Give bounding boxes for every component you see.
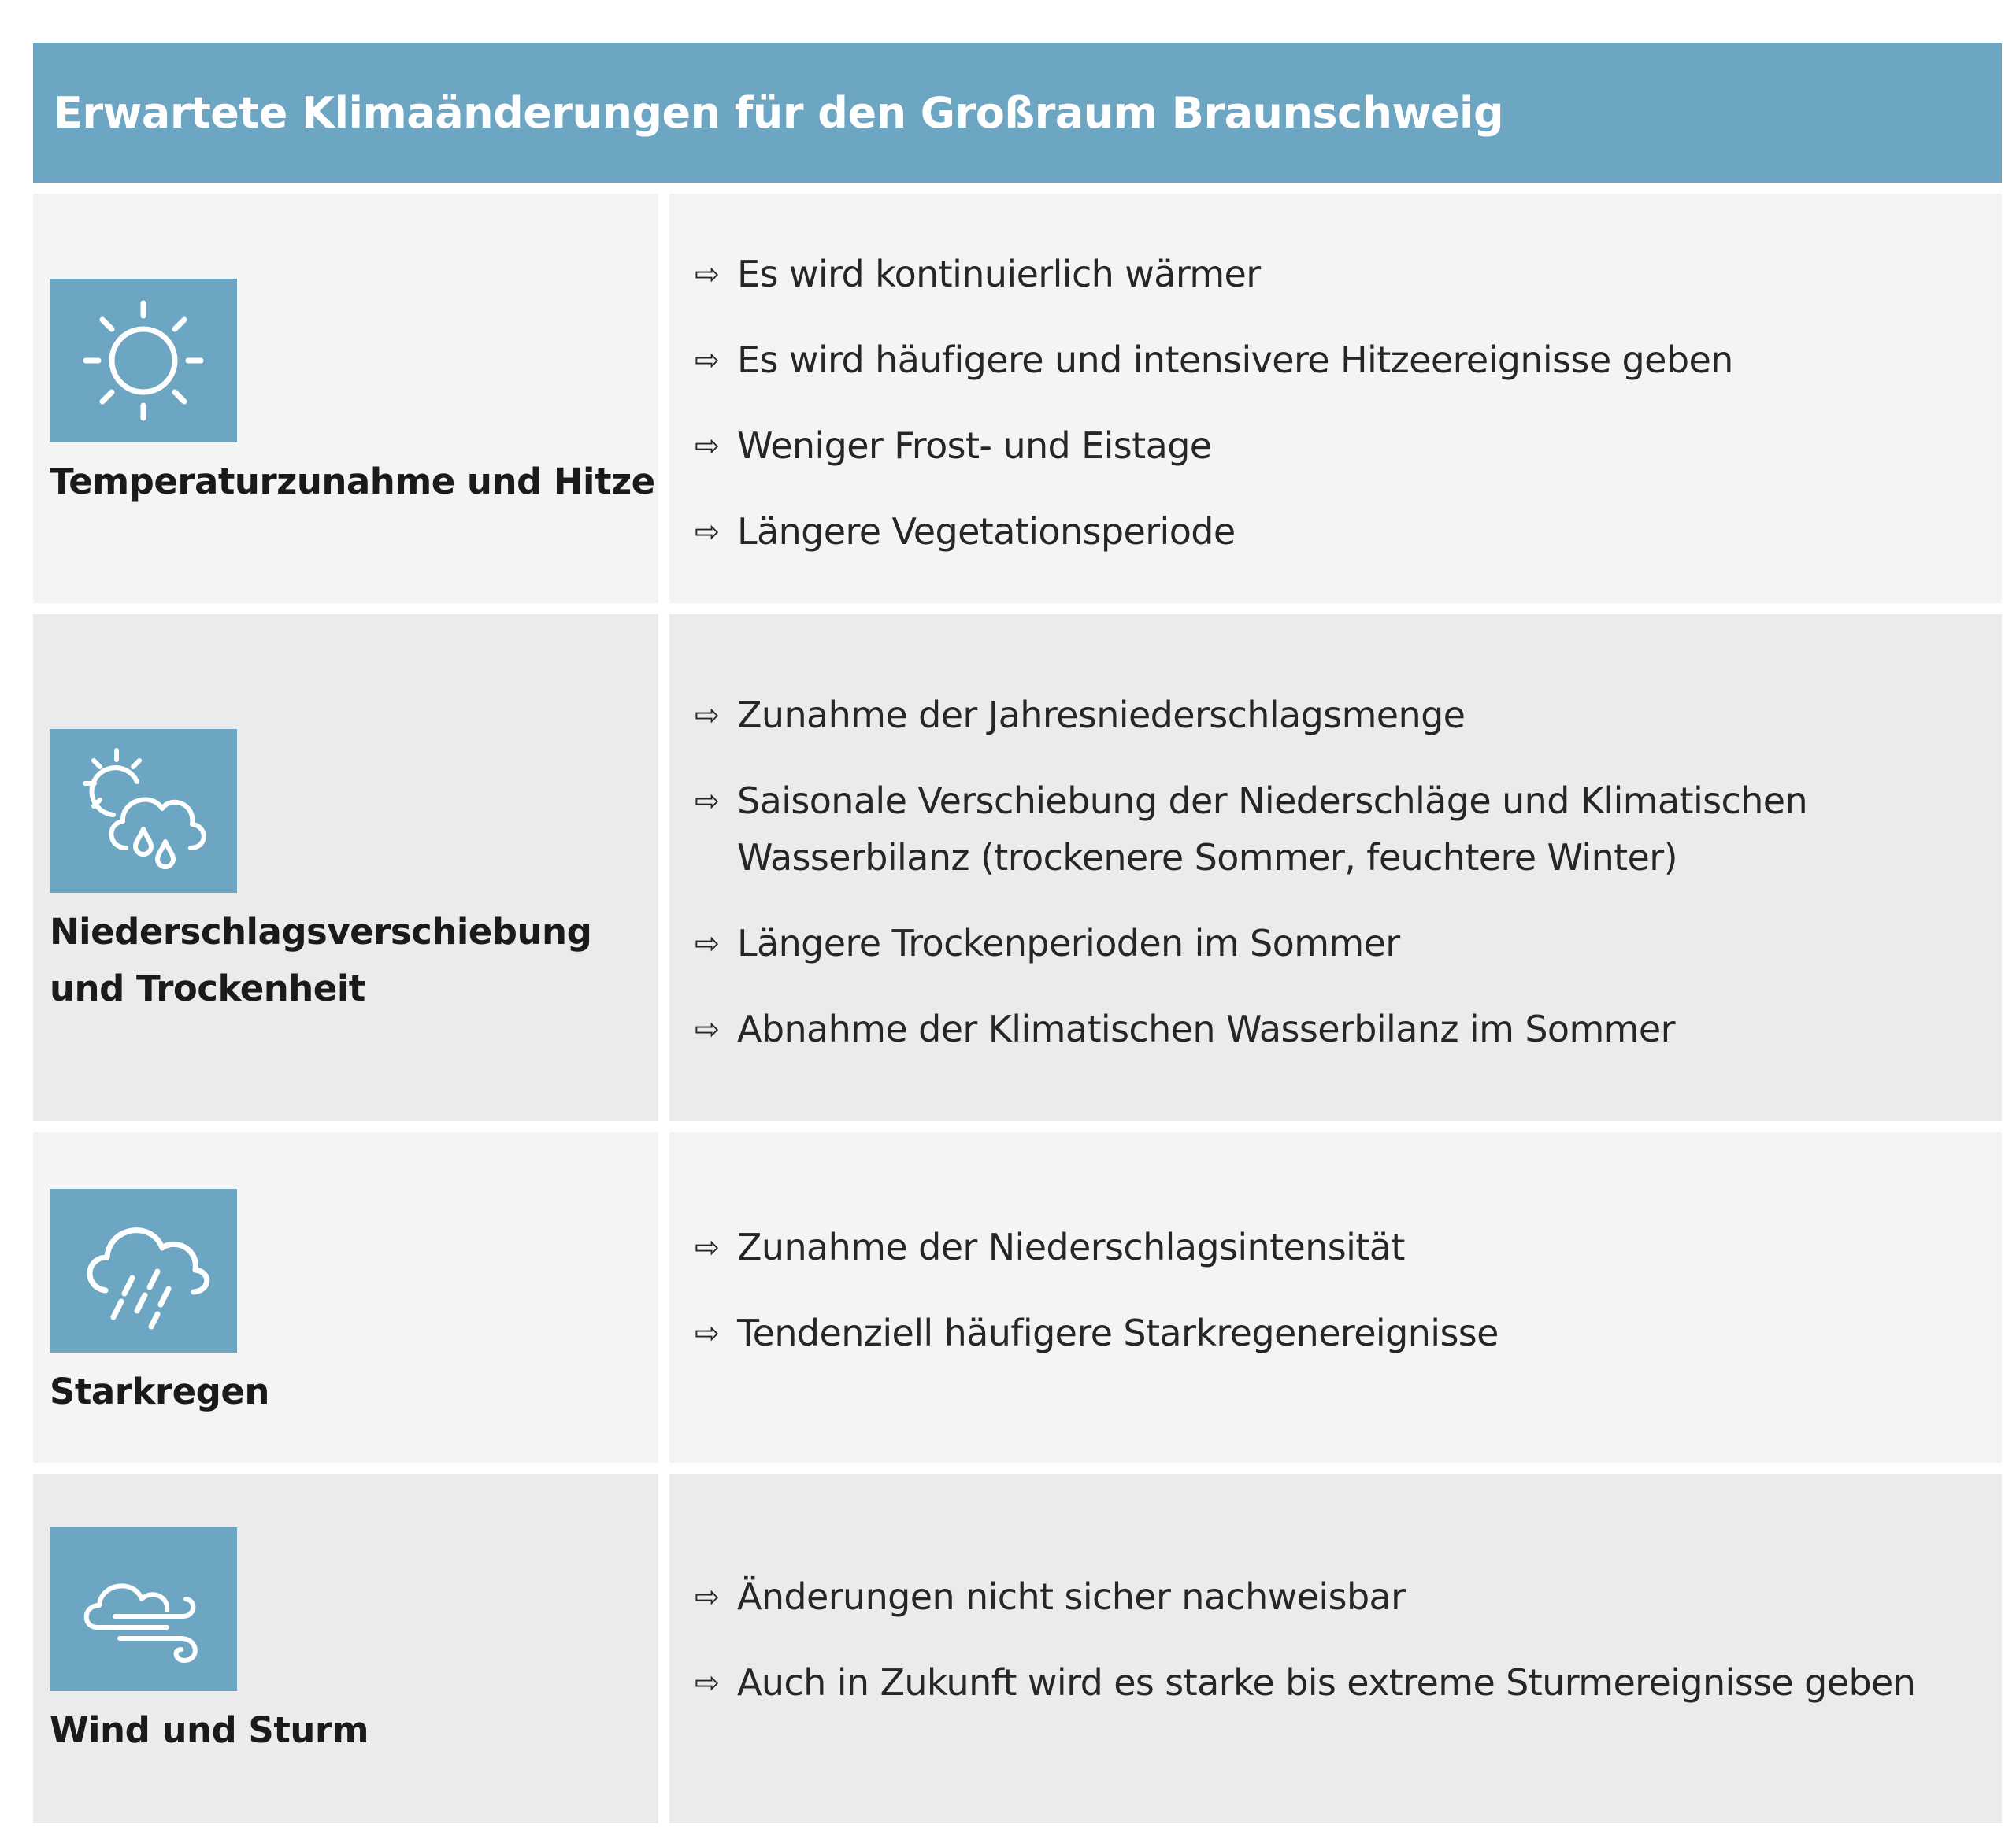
arrow-right-icon: ⇨: [695, 926, 720, 961]
arrow-right-icon: ⇨: [695, 1316, 720, 1350]
table-header: [33, 43, 2002, 183]
row-temperature: [33, 194, 2002, 603]
arrow-right-icon: ⇨: [695, 257, 720, 291]
category-label: Temperaturzunahme und Hitze: [50, 461, 655, 502]
category-cell: [33, 614, 658, 1121]
category-label: Niederschlagsverschiebung und Trockenheit: [50, 911, 592, 1009]
list-item: ⇨ Tendenziell häufigere Starkregenereignisse: [695, 1305, 1994, 1361]
list-item: ⇨ Zunahme der Niederschlagsintensität: [695, 1219, 1994, 1275]
category-cell: [33, 194, 658, 603]
heavy-rain-cloud-icon: [50, 1189, 237, 1353]
arrow-right-icon: ⇨: [695, 1665, 720, 1700]
effects-cell: [669, 194, 2002, 603]
category-label: Starkregen: [50, 1371, 269, 1412]
arrow-right-icon: ⇨: [695, 698, 720, 732]
wind-cloud-icon: [50, 1527, 237, 1691]
list-item: ⇨ Saisonale Verschiebung der Niederschläge und Klimatischen Wasserbilanz (trockenere Sommer, feuchtere Winter): [695, 772, 1994, 886]
list-item: ⇨ Es wird häufigere und intensivere Hitzeereignisse geben: [695, 331, 1994, 388]
arrow-right-icon: ⇨: [695, 428, 720, 463]
arrow-right-icon: ⇨: [695, 514, 720, 549]
sun-cloud-drops-icon: [50, 729, 237, 893]
list-item: ⇨ Abnahme der Klimatischen Wasserbilanz im Sommer: [695, 1001, 1994, 1057]
list-item: ⇨ Es wird kontinuierlich wärmer: [695, 246, 1994, 302]
arrow-right-icon: ⇨: [695, 783, 720, 818]
effects-cell: [669, 1132, 2002, 1463]
row-precipitation: [33, 614, 2002, 1121]
row-heavy-rain: [33, 1132, 2002, 1463]
arrow-right-icon: ⇨: [695, 1012, 720, 1046]
list-item: ⇨ Zunahme der Jahresniederschlagsmenge: [695, 687, 1994, 743]
list-item: ⇨ Änderungen nicht sicher nachweisbar: [695, 1568, 1994, 1625]
arrow-right-icon: ⇨: [695, 1230, 720, 1264]
arrow-right-icon: ⇨: [695, 342, 720, 377]
table-title: Erwartete Klimaänderungen für den Großraum Braunschweig: [54, 87, 1504, 138]
list-item: ⇨ Längere Trockenperioden im Sommer: [695, 915, 1994, 972]
climate-table: [33, 43, 2002, 1823]
effects-cell: [669, 614, 2002, 1121]
sun-icon: [50, 279, 237, 442]
category-cell: [33, 1132, 658, 1463]
category-label: Wind und Sturm: [50, 1709, 369, 1751]
category-cell: [33, 1474, 658, 1823]
row-wind: [33, 1474, 2002, 1823]
effects-cell: [669, 1474, 2002, 1823]
list-item: ⇨ Weniger Frost- und Eistage: [695, 417, 1994, 474]
arrow-right-icon: ⇨: [695, 1579, 720, 1614]
list-item: ⇨ Auch in Zukunft wird es starke bis extreme Sturmereignisse geben: [695, 1654, 1994, 1711]
list-item: ⇨ Längere Vegetationsperiode: [695, 503, 1994, 560]
